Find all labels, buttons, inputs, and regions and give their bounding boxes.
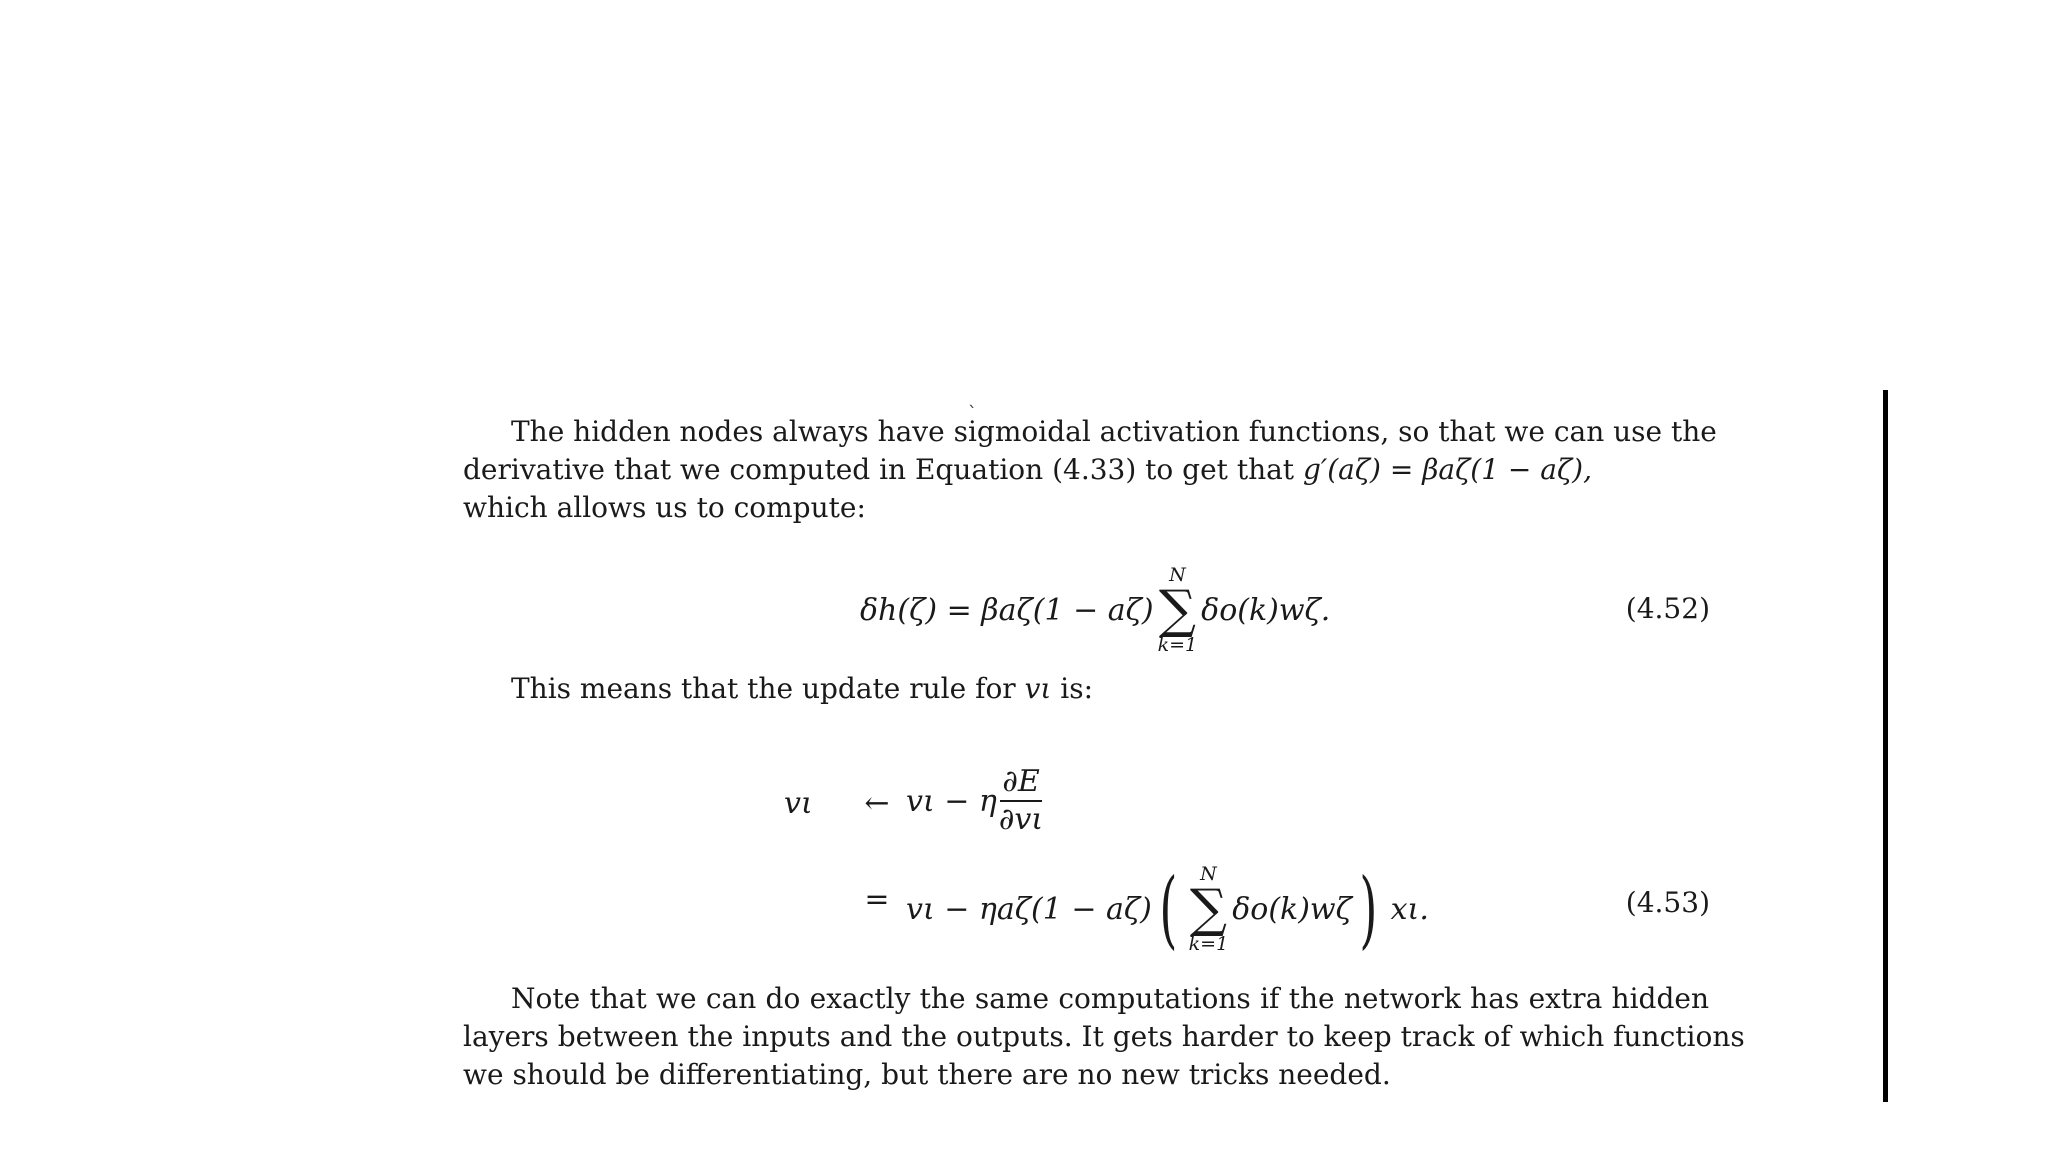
partial-fraction (999, 764, 1043, 838)
paragraph-text: derivative that we computed in Equation (4.33) to get that (463, 453, 1303, 486)
paragraph-text: is: (1051, 672, 1094, 705)
sigma-symbol: ∑ (1158, 580, 1196, 640)
paragraph-line (463, 451, 1709, 489)
right-paren: ) (1359, 860, 1378, 958)
equation-lhs: vι (784, 786, 813, 821)
equals-symbol: = (864, 882, 890, 917)
paragraph-line: The hidden nodes always have sigmoidal activation functions, so that we can use the (511, 415, 1717, 448)
paragraph-line: we should be differentiating, but there are no new tricks needed. (463, 1058, 1391, 1091)
rhs-prefix: vι − η (906, 783, 997, 819)
paragraph-line (463, 670, 1709, 708)
fraction-numerator: ∂E (1000, 764, 1041, 802)
fraction-denominator: ∂vι (998, 802, 1044, 837)
summation (1189, 864, 1229, 954)
equation-lhs: δh(ζ) = βaζ(1 − aζ) (860, 592, 1154, 628)
page-edge-rule (1883, 390, 1888, 1102)
stray-mark: ˎ (968, 388, 977, 409)
summation-body: δo(k)wζ (1232, 891, 1352, 927)
paragraph-text: This means that the update rule for (511, 672, 1025, 705)
sum-upper-limit: N (1200, 863, 1217, 885)
paragraph-line: which allows us to compute: (463, 491, 866, 524)
rhs-prefix: vι − ηaζ(1 − aζ) (906, 891, 1152, 927)
summation-body: δo(k)wζ. (1201, 592, 1331, 628)
paragraph-line: layers between the inputs and the outputs. It gets harder to keep track of which functions (463, 1020, 1745, 1053)
sigma-symbol: ∑ (1189, 879, 1227, 939)
leftarrow-symbol: ← (864, 786, 890, 821)
equation-4-52 (860, 555, 1330, 665)
paragraph-sigmoid-derivative (463, 413, 1717, 527)
paragraph-extra-hidden-layers (463, 980, 1745, 1094)
equation-rhs (906, 764, 1043, 838)
sum-upper-limit: N (1169, 564, 1186, 586)
inline-math: g′(aζ) = βaζ(1 − aζ), (1302, 453, 1592, 486)
equation-number: (4.52) (1625, 592, 1710, 625)
equation-rhs (906, 854, 1429, 964)
sum-lower-limit: k=1 (1157, 634, 1198, 656)
left-paren: ( (1159, 860, 1178, 958)
equation-number: (4.53) (1625, 886, 1710, 919)
sum-lower-limit: k=1 (1188, 933, 1229, 955)
paragraph-line: Note that we can do exactly the same computations if the network has extra hidden (511, 982, 1709, 1015)
paragraph-update-rule-intro (463, 670, 1709, 708)
rhs-suffix: xι. (1390, 891, 1429, 927)
summation (1158, 565, 1198, 655)
inline-math: vι (1024, 672, 1052, 705)
